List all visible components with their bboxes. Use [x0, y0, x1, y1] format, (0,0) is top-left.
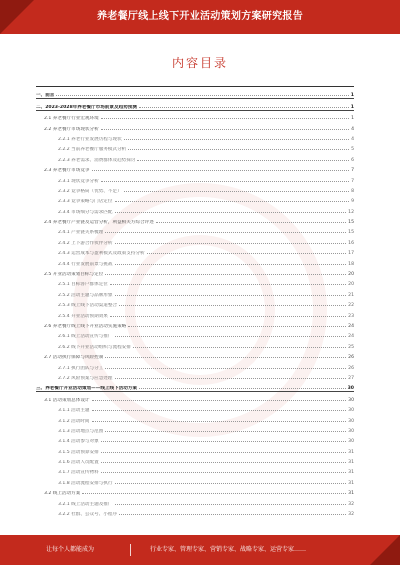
- toc-entry-page: 17: [348, 251, 354, 257]
- toc-dot-leader: [105, 232, 346, 233]
- toc-dot-leader: [115, 336, 347, 337]
- toc-entry[interactable]: [36, 194, 354, 204]
- toc-entry-page: 31: [348, 491, 354, 497]
- toc-dot-leader: [115, 483, 347, 484]
- toc-entry[interactable]: [36, 413, 354, 423]
- toc-entry-page: 24: [348, 334, 354, 340]
- toc-entry[interactable]: [36, 184, 354, 194]
- toc-entry-label: 2.6 养老餐厅线上线下开业活动实施策略: [44, 323, 127, 329]
- footer-fold-decoration: [370, 535, 400, 565]
- toc-dot-leader: [101, 181, 349, 182]
- toc-entry-page: 4: [351, 126, 354, 132]
- toc-entry[interactable]: [36, 99, 354, 110]
- toc-dot-leader: [56, 95, 348, 96]
- toc-entry-label: 2.2.3 养老需求、消费群体及趋势探讨: [58, 157, 136, 163]
- footer-divider: [130, 544, 131, 556]
- toc-entry-page: 1: [350, 93, 354, 99]
- toc-entry[interactable]: [36, 204, 354, 214]
- toc-top-rule: [36, 86, 354, 87]
- toc-entry-page: 5: [351, 147, 354, 153]
- toc-entry-page: 12: [348, 209, 354, 215]
- toc-entry-label: 2.1 养老餐厅行业宏观环境: [44, 116, 99, 122]
- toc-entry-label: 3.1.7 活动宣传物料: [58, 470, 99, 476]
- toc-entry[interactable]: [36, 424, 354, 434]
- toc-entry[interactable]: [36, 308, 354, 318]
- toc-dot-leader: [115, 212, 347, 213]
- toc-entry-page: 27: [348, 375, 354, 381]
- toc-entry-page: 30: [347, 386, 354, 392]
- toc-entry-page: 15: [348, 220, 354, 226]
- toc-entry-page: 20: [348, 272, 354, 278]
- toc-dot-leader: [119, 514, 346, 515]
- document-title: 养老餐厅线上线下开业活动策划方案研究报告: [97, 11, 303, 22]
- toc-entry[interactable]: [36, 496, 354, 506]
- toc-entry-page: 30: [348, 408, 354, 414]
- toc-entry-label: 2.6.1 线上活动宣传与推广: [58, 334, 113, 340]
- toc-entry[interactable]: [36, 173, 354, 183]
- toc-entry-label: 2.4 养老餐厅产业链及运营分析，利益相关方综合评述: [44, 220, 154, 226]
- toc-dot-leader: [92, 421, 347, 422]
- toc-entry[interactable]: [36, 225, 354, 235]
- toc-entry-label: 2.7 活动执行保障与风险控制: [44, 355, 104, 361]
- toc-entry[interactable]: [36, 111, 354, 121]
- toc-dot-leader: [124, 139, 349, 140]
- toc-dot-leader: [137, 160, 349, 161]
- toc-entry-label: 2.4.2 上下游合作伙伴分析: [58, 240, 113, 246]
- toc-entry-page: 18: [348, 261, 354, 267]
- toc-entry-label: 2.3.1 现状竞争分析: [58, 178, 99, 184]
- toc-entry-page: 31: [348, 480, 354, 486]
- toc-dot-leader: [110, 316, 346, 317]
- toc-dot-leader: [139, 388, 346, 389]
- toc-entry-label: 3.1.3 活动地点与范围: [58, 428, 104, 434]
- toc-entry-page: 6: [351, 157, 354, 163]
- toc-entry-page: 30: [348, 428, 354, 434]
- toc-dot-leader: [82, 493, 346, 494]
- toc-entry-label: 3.1.2 活动时间: [58, 418, 90, 424]
- toc-entry-page: 22: [348, 303, 354, 309]
- toc-entry[interactable]: [36, 350, 354, 360]
- toc-entry-label: 2.6.2 线下开业活动组织与流程安排: [58, 344, 131, 350]
- toc-entry-page: 16: [348, 240, 354, 246]
- toc-entry-page: 8: [351, 188, 354, 194]
- toc-entry-page: 9: [351, 199, 354, 205]
- toc-dot-leader: [133, 347, 346, 348]
- toc-dot-leader: [119, 305, 346, 306]
- toc-entry-page: 7: [351, 178, 354, 184]
- toc-entry-page: 31: [348, 449, 354, 455]
- toc-entry[interactable]: [36, 329, 354, 339]
- toc-dot-leader: [101, 441, 346, 442]
- toc-dot-leader: [105, 274, 346, 275]
- toc-dot-leader: [92, 400, 347, 401]
- toc-entry-page: 1: [350, 104, 354, 110]
- toc-dot-leader: [139, 107, 349, 108]
- toc-entry-label: 二、2023-2028年养老餐厅市场前景及趋势预测: [36, 104, 137, 110]
- toc-entry[interactable]: [36, 256, 354, 266]
- toc-entry[interactable]: [36, 142, 354, 152]
- toc-entry[interactable]: [36, 392, 354, 402]
- toc-entry-page: 26: [348, 355, 354, 361]
- toc-dot-leader: [101, 452, 346, 453]
- toc-entry[interactable]: [36, 88, 354, 99]
- toc-dot-leader: [105, 431, 346, 432]
- toc-dot-leader: [92, 410, 347, 411]
- toc-dot-leader: [101, 118, 349, 119]
- toc-entry-page: 21: [348, 292, 354, 298]
- toc-entry-page: 30: [348, 439, 354, 445]
- toc-entry[interactable]: [36, 277, 354, 287]
- toc-dot-leader: [115, 295, 347, 296]
- toc-entry-page: 32: [348, 512, 354, 518]
- toc-dot-leader: [115, 378, 347, 379]
- table-of-contents: [36, 86, 354, 517]
- toc-entry-label: 3.1.4 活动参与对象: [58, 439, 99, 445]
- toc-entry[interactable]: [36, 235, 354, 245]
- toc-entry-label: 2.5.1 目标客户群体定位: [58, 282, 108, 288]
- toc-entry[interactable]: [36, 403, 354, 413]
- toc-entry-label: 2.7.1 执行团队与分工: [58, 365, 104, 371]
- toc-entry-page: 26: [348, 365, 354, 371]
- toc-dot-leader: [147, 253, 346, 254]
- toc-entry-label: 3.2 线上活动方案: [44, 491, 81, 497]
- toc-entry-label: 2.3 养老餐厅市场竞争: [44, 168, 90, 174]
- toc-dot-leader: [115, 243, 347, 244]
- toc-entry-page: 15: [348, 230, 354, 236]
- toc-list: [36, 88, 354, 517]
- toc-entry[interactable]: [36, 298, 354, 308]
- toc-dot-leader: [128, 326, 346, 327]
- toc-dot-leader: [156, 222, 346, 223]
- toc-heading: 内容目录: [171, 56, 228, 70]
- toc-dot-leader: [105, 368, 346, 369]
- toc-dot-leader: [128, 149, 349, 150]
- toc-entry[interactable]: [36, 319, 354, 329]
- toc-entry[interactable]: [36, 507, 354, 517]
- toc-entry[interactable]: [36, 287, 354, 297]
- toc-entry-label: 2.3.3 竞争策略与门店定位: [58, 199, 113, 205]
- toc-dot-leader: [92, 170, 350, 171]
- toc-entry[interactable]: [36, 434, 354, 444]
- toc-entry-page: 23: [348, 313, 354, 319]
- footer-slogan: 让每个人都能成为: [46, 546, 95, 553]
- toc-entry-label: 2.3.2 竞争格局（优势、不足）: [58, 188, 122, 194]
- toc-dot-leader: [124, 191, 349, 192]
- toc-entry[interactable]: [36, 121, 354, 131]
- header-bar: [0, 0, 400, 34]
- toc-entry-label: 2.4.4 行业发展前景与挑战: [58, 261, 113, 267]
- footer-bar: [0, 535, 400, 565]
- toc-entry-page: 31: [348, 460, 354, 466]
- toc-entry[interactable]: [36, 371, 354, 381]
- toc-entry-page: 31: [348, 470, 354, 476]
- toc-dot-leader: [101, 129, 349, 130]
- toc-entry[interactable]: [36, 444, 354, 454]
- toc-entry[interactable]: [36, 246, 354, 256]
- toc-entry-page: 30: [348, 418, 354, 424]
- toc-entry-page: 1: [351, 116, 354, 122]
- toc-entry-label: 2.3.4 市场细分与需求匹配: [58, 209, 113, 215]
- toc-entry-label: 2.5.2 活动主题与品牌形象: [58, 292, 113, 298]
- toc-entry[interactable]: [36, 381, 354, 392]
- footer-tagline: 行业专家、管理专家、营销专家、战略专家、运营专家……: [150, 546, 307, 553]
- toc-entry[interactable]: [36, 163, 354, 173]
- toc-entry-label: 3.1.1 活动主题: [58, 408, 90, 414]
- toc-entry[interactable]: [36, 465, 354, 475]
- toc-entry-label: 2.2 养老餐厅市场现状分析: [44, 126, 99, 132]
- toc-entry[interactable]: [36, 152, 354, 162]
- toc-entry-label: 3.1.5 活动预算安排: [58, 449, 99, 455]
- toc-dot-leader: [101, 472, 346, 473]
- toc-entry[interactable]: [36, 339, 354, 349]
- toc-dot-leader: [105, 357, 346, 358]
- toc-entry[interactable]: [36, 215, 354, 225]
- toc-dot-leader: [115, 201, 350, 202]
- toc-entry-label: 2.5 开业活动策划目标与定位: [44, 272, 104, 278]
- toc-entry[interactable]: [36, 486, 354, 496]
- toc-entry-label: 2.5.4 开业活动预期效果: [58, 313, 108, 319]
- toc-dot-leader: [115, 504, 347, 505]
- toc-entry-label: 2.2.2 当前养老餐厅服务模式分析: [58, 147, 127, 153]
- toc-entry[interactable]: [36, 455, 354, 465]
- toc-entry-label: 2.2.1 养老行业发展历程与现状: [58, 136, 122, 142]
- toc-entry-label: 3.1 活动策划总体设计: [44, 397, 90, 403]
- toc-dot-leader: [101, 462, 346, 463]
- toc-entry-label: 2.7.2 风险预案与应急处理: [58, 375, 113, 381]
- toc-entry-label: 3.2.2 社群、公众号、小程序: [58, 512, 118, 518]
- toc-entry-label: 3.2.1 线上活动主题及推广: [58, 501, 113, 507]
- toc-entry-label: 一、前言: [36, 93, 55, 99]
- toc-entry-label: 2.4.3 运营成本与盈利模式及政策支持分析: [58, 251, 145, 257]
- toc-dot-leader: [110, 284, 346, 285]
- toc-entry-page: 20: [348, 282, 354, 288]
- toc-entry-label: 2.4.1 产业链关系梳理: [58, 230, 104, 236]
- toc-entry-page: 4: [351, 136, 354, 142]
- toc-entry-page: 30: [348, 397, 354, 403]
- toc-entry-label: 2.5.3 线上线下活动渠道整合: [58, 303, 118, 309]
- toc-entry-page: 25: [348, 344, 354, 350]
- toc-entry-page: 32: [348, 501, 354, 507]
- toc-entry-label: 三、养老餐厅开业活动策划——线上线下活动方案: [36, 386, 138, 392]
- toc-entry[interactable]: [36, 132, 354, 142]
- toc-dot-leader: [115, 264, 347, 265]
- toc-entry-label: 3.1.8 活动流程安排与执行: [58, 480, 113, 486]
- toc-entry[interactable]: [36, 360, 354, 370]
- toc-entry[interactable]: [36, 267, 354, 277]
- toc-entry-page: 24: [348, 323, 354, 329]
- toc-entry-label: 3.1.6 活动人员配置: [58, 460, 99, 466]
- toc-entry-page: 7: [351, 168, 354, 174]
- toc-entry[interactable]: [36, 475, 354, 485]
